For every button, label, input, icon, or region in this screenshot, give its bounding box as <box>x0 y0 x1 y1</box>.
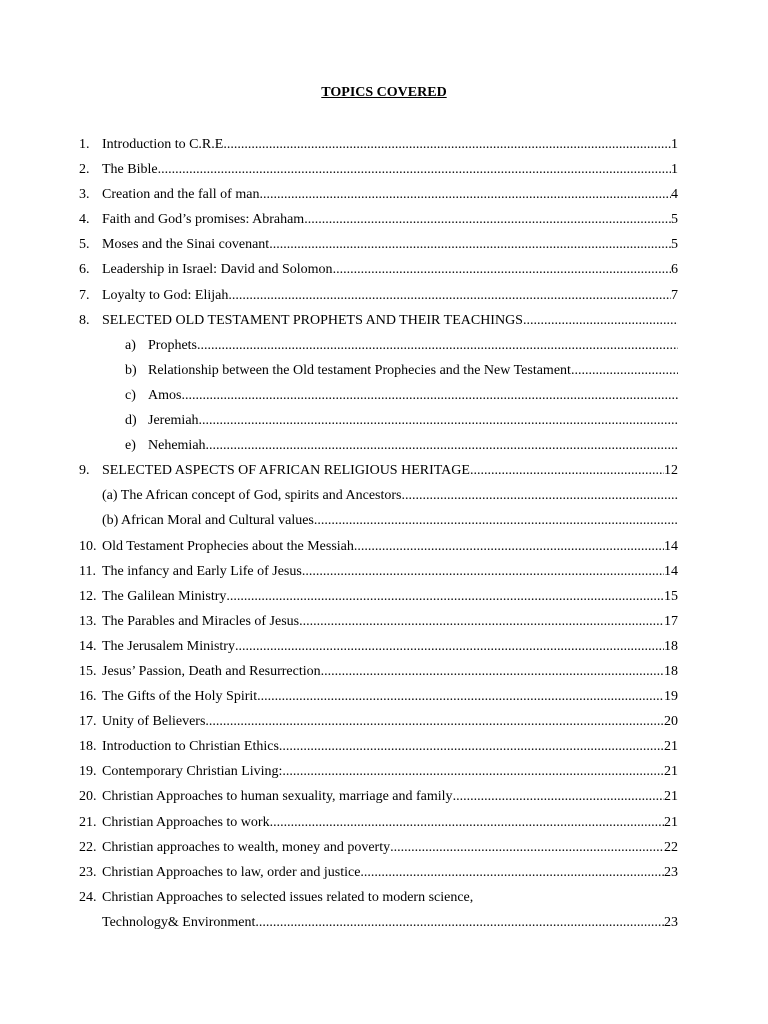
dot-leader <box>269 235 671 254</box>
entry-title: Christian Approaches to law, order and justice <box>102 864 361 880</box>
entry-page: 18 <box>664 663 678 679</box>
toc-subentry <box>0 511 768 536</box>
entry-number: 3. <box>79 187 90 203</box>
toc-entry <box>0 687 768 712</box>
toc-entry <box>0 135 768 160</box>
subentry-letter: a) <box>125 337 136 353</box>
toc-entry <box>0 286 768 311</box>
dot-leader <box>333 260 671 279</box>
entry-page: 21 <box>664 764 678 780</box>
entry-number: 7. <box>79 287 90 303</box>
entry-page: 20 <box>664 714 678 730</box>
entry-page: 23 <box>664 864 678 880</box>
entry-title: The Jerusalem Ministry <box>102 638 235 654</box>
entry-number: 1. <box>79 137 90 152</box>
dot-leader <box>453 787 664 806</box>
dot-leader <box>571 361 678 380</box>
toc-title: TOPICS COVERED <box>321 85 447 100</box>
entry-page: 18 <box>664 638 678 654</box>
entry-number: 20. <box>79 789 97 805</box>
toc-subentry <box>0 486 768 511</box>
entry-page: 5 <box>671 237 678 253</box>
dot-leader <box>199 411 678 430</box>
entry-title: The Bible <box>102 162 158 178</box>
entry-number: 12. <box>79 588 97 604</box>
entry-page: 17 <box>664 613 678 629</box>
entry-number: 24. <box>79 889 97 905</box>
entry-title: Introduction to C.R.E <box>102 137 224 152</box>
dot-leader <box>235 637 664 656</box>
toc-entry <box>0 712 768 737</box>
dot-leader <box>259 185 671 204</box>
entry-number: 5. <box>79 237 90 253</box>
entry-page: 23 <box>664 914 678 930</box>
entry-page: 19 <box>664 689 678 705</box>
dot-leader <box>523 311 678 330</box>
toc-entry <box>0 587 768 612</box>
entry-number: 4. <box>79 212 90 228</box>
entry-title: Unity of Believers <box>102 714 206 730</box>
entry-number: 2. <box>79 162 90 178</box>
dot-leader <box>270 813 664 832</box>
entry-title: Old Testament Prophecies about the Messiah <box>102 538 354 554</box>
entry-number: 23. <box>79 864 97 880</box>
subentry-letter: c) <box>125 387 136 403</box>
dot-leader <box>206 436 678 455</box>
toc-subentry <box>0 361 768 386</box>
toc-entry <box>0 838 768 863</box>
entry-page: 12 <box>664 463 678 479</box>
subentry-title: (b) African Moral and Cultural values <box>102 513 314 529</box>
subentry-letter: d) <box>125 413 137 429</box>
entry-title: Moses and the Sinai covenant <box>102 237 270 253</box>
dot-leader <box>354 537 664 556</box>
toc-entry <box>0 260 768 285</box>
toc-subentry <box>0 336 768 361</box>
dot-leader <box>470 461 664 480</box>
dot-leader <box>257 687 664 706</box>
dot-leader <box>304 210 671 229</box>
entry-number: 13. <box>79 613 97 629</box>
dot-leader <box>228 286 671 305</box>
toc-entry <box>0 235 768 260</box>
toc-subentry <box>0 386 768 411</box>
entry-title: SELECTED ASPECTS OF AFRICAN RELIGIOUS HERITAGE <box>102 463 470 479</box>
entry-page: 7 <box>671 287 678 303</box>
toc-subentry <box>0 436 768 461</box>
entry-page: 4 <box>671 187 678 203</box>
entry-page: 21 <box>664 739 678 755</box>
entry-title: Christian approaches to wealth, money and poverty <box>102 839 391 855</box>
dot-leader <box>197 336 678 355</box>
dot-leader <box>223 135 671 154</box>
entry-page: 15 <box>664 588 678 604</box>
entry-title: Christian Approaches to work <box>102 814 270 830</box>
subentry-letter: e) <box>125 438 136 454</box>
dot-leader <box>282 762 664 781</box>
toc-entry <box>0 737 768 762</box>
toc-subentry <box>0 411 768 436</box>
dot-leader <box>402 486 679 505</box>
entry-page: 21 <box>664 789 678 805</box>
toc-entry <box>0 762 768 787</box>
toc-entry <box>0 562 768 587</box>
entry-page: 6 <box>671 262 678 278</box>
entry-title: Technology& Environment <box>102 914 256 930</box>
toc-entry <box>0 311 768 336</box>
dot-leader <box>158 160 671 179</box>
dot-leader <box>181 386 678 405</box>
dot-leader <box>255 913 664 932</box>
entry-number: 16. <box>79 689 97 705</box>
toc-entry <box>0 637 768 662</box>
toc-entry <box>0 461 768 486</box>
entry-number: 18. <box>79 739 97 755</box>
entry-number: 17. <box>79 714 97 730</box>
entry-number: 19. <box>79 764 97 780</box>
entry-title: Contemporary Christian Living: <box>102 764 283 780</box>
entry-number: 9. <box>79 463 90 479</box>
entry-title: Christian Approaches to human sexuality, marriage and family <box>102 789 453 805</box>
dot-leader <box>226 587 664 606</box>
entry-number: 22. <box>79 839 97 855</box>
dot-leader <box>314 511 678 530</box>
table-of-contents <box>0 135 768 938</box>
entry-number: 11. <box>79 563 96 579</box>
entry-page: 1 <box>671 137 678 152</box>
entry-page: 22 <box>664 839 678 855</box>
toc-entry <box>0 888 768 913</box>
subentry-title: Nehemiah <box>148 438 206 454</box>
entry-page: 5 <box>671 212 678 228</box>
subentry-title: Relationship between the Old testament Prophecies and the New Testament <box>148 362 571 378</box>
entry-page: 21 <box>664 814 678 830</box>
entry-title: The Galilean Ministry <box>102 588 227 604</box>
entry-number: 8. <box>79 312 90 328</box>
subentry-title: Jeremiah <box>148 413 199 429</box>
entry-title: Creation and the fall of man <box>102 187 260 203</box>
dot-leader <box>299 612 664 631</box>
subentry-title: (a) The African concept of God, spirits and Ancestors <box>102 488 402 504</box>
entry-number: 10. <box>79 538 97 554</box>
entry-title: The Parables and Miracles of Jesus <box>102 613 300 629</box>
toc-entry-continuation <box>0 913 768 938</box>
toc-entry <box>0 863 768 888</box>
dot-leader <box>205 712 664 731</box>
entry-title: SELECTED OLD TESTAMENT PROPHETS AND THEIR TEACHINGS <box>102 312 523 328</box>
toc-entry <box>0 787 768 812</box>
dot-leader <box>360 863 664 882</box>
dot-leader <box>321 662 664 681</box>
dot-leader <box>390 838 664 857</box>
toc-entry <box>0 537 768 562</box>
toc-entry <box>0 160 768 185</box>
subentry-title: Prophets <box>148 337 197 353</box>
entry-title: The infancy and Early Life of Jesus <box>102 563 302 579</box>
entry-number: 6. <box>79 262 90 278</box>
entry-number: 15. <box>79 663 97 679</box>
entry-number: 21. <box>79 814 97 830</box>
entry-title: Faith and God’s promises: Abraham <box>102 212 305 228</box>
entry-title: Christian Approaches to selected issues related to modern science, <box>102 889 474 905</box>
entry-title: Loyalty to God: Elijah <box>102 287 229 303</box>
toc-entry <box>0 612 768 637</box>
entry-title: The Gifts of the Holy Spirit <box>102 689 258 705</box>
entry-page: 14 <box>664 538 678 554</box>
dot-leader <box>279 737 664 756</box>
entry-title: Leadership in Israel: David and Solomon <box>102 262 333 278</box>
toc-entry <box>0 813 768 838</box>
entry-title: Introduction to Christian Ethics <box>102 739 279 755</box>
dot-leader <box>302 562 664 581</box>
subentry-letter: b) <box>125 362 137 378</box>
toc-entry <box>0 185 768 210</box>
entry-title: Jesus’ Passion, Death and Resurrection <box>102 663 321 679</box>
toc-entry <box>0 210 768 235</box>
toc-entry <box>0 662 768 687</box>
subentry-title: Amos <box>148 387 182 403</box>
entry-page: 14 <box>664 563 678 579</box>
entry-number: 14. <box>79 638 97 654</box>
entry-page: 1 <box>671 162 678 178</box>
